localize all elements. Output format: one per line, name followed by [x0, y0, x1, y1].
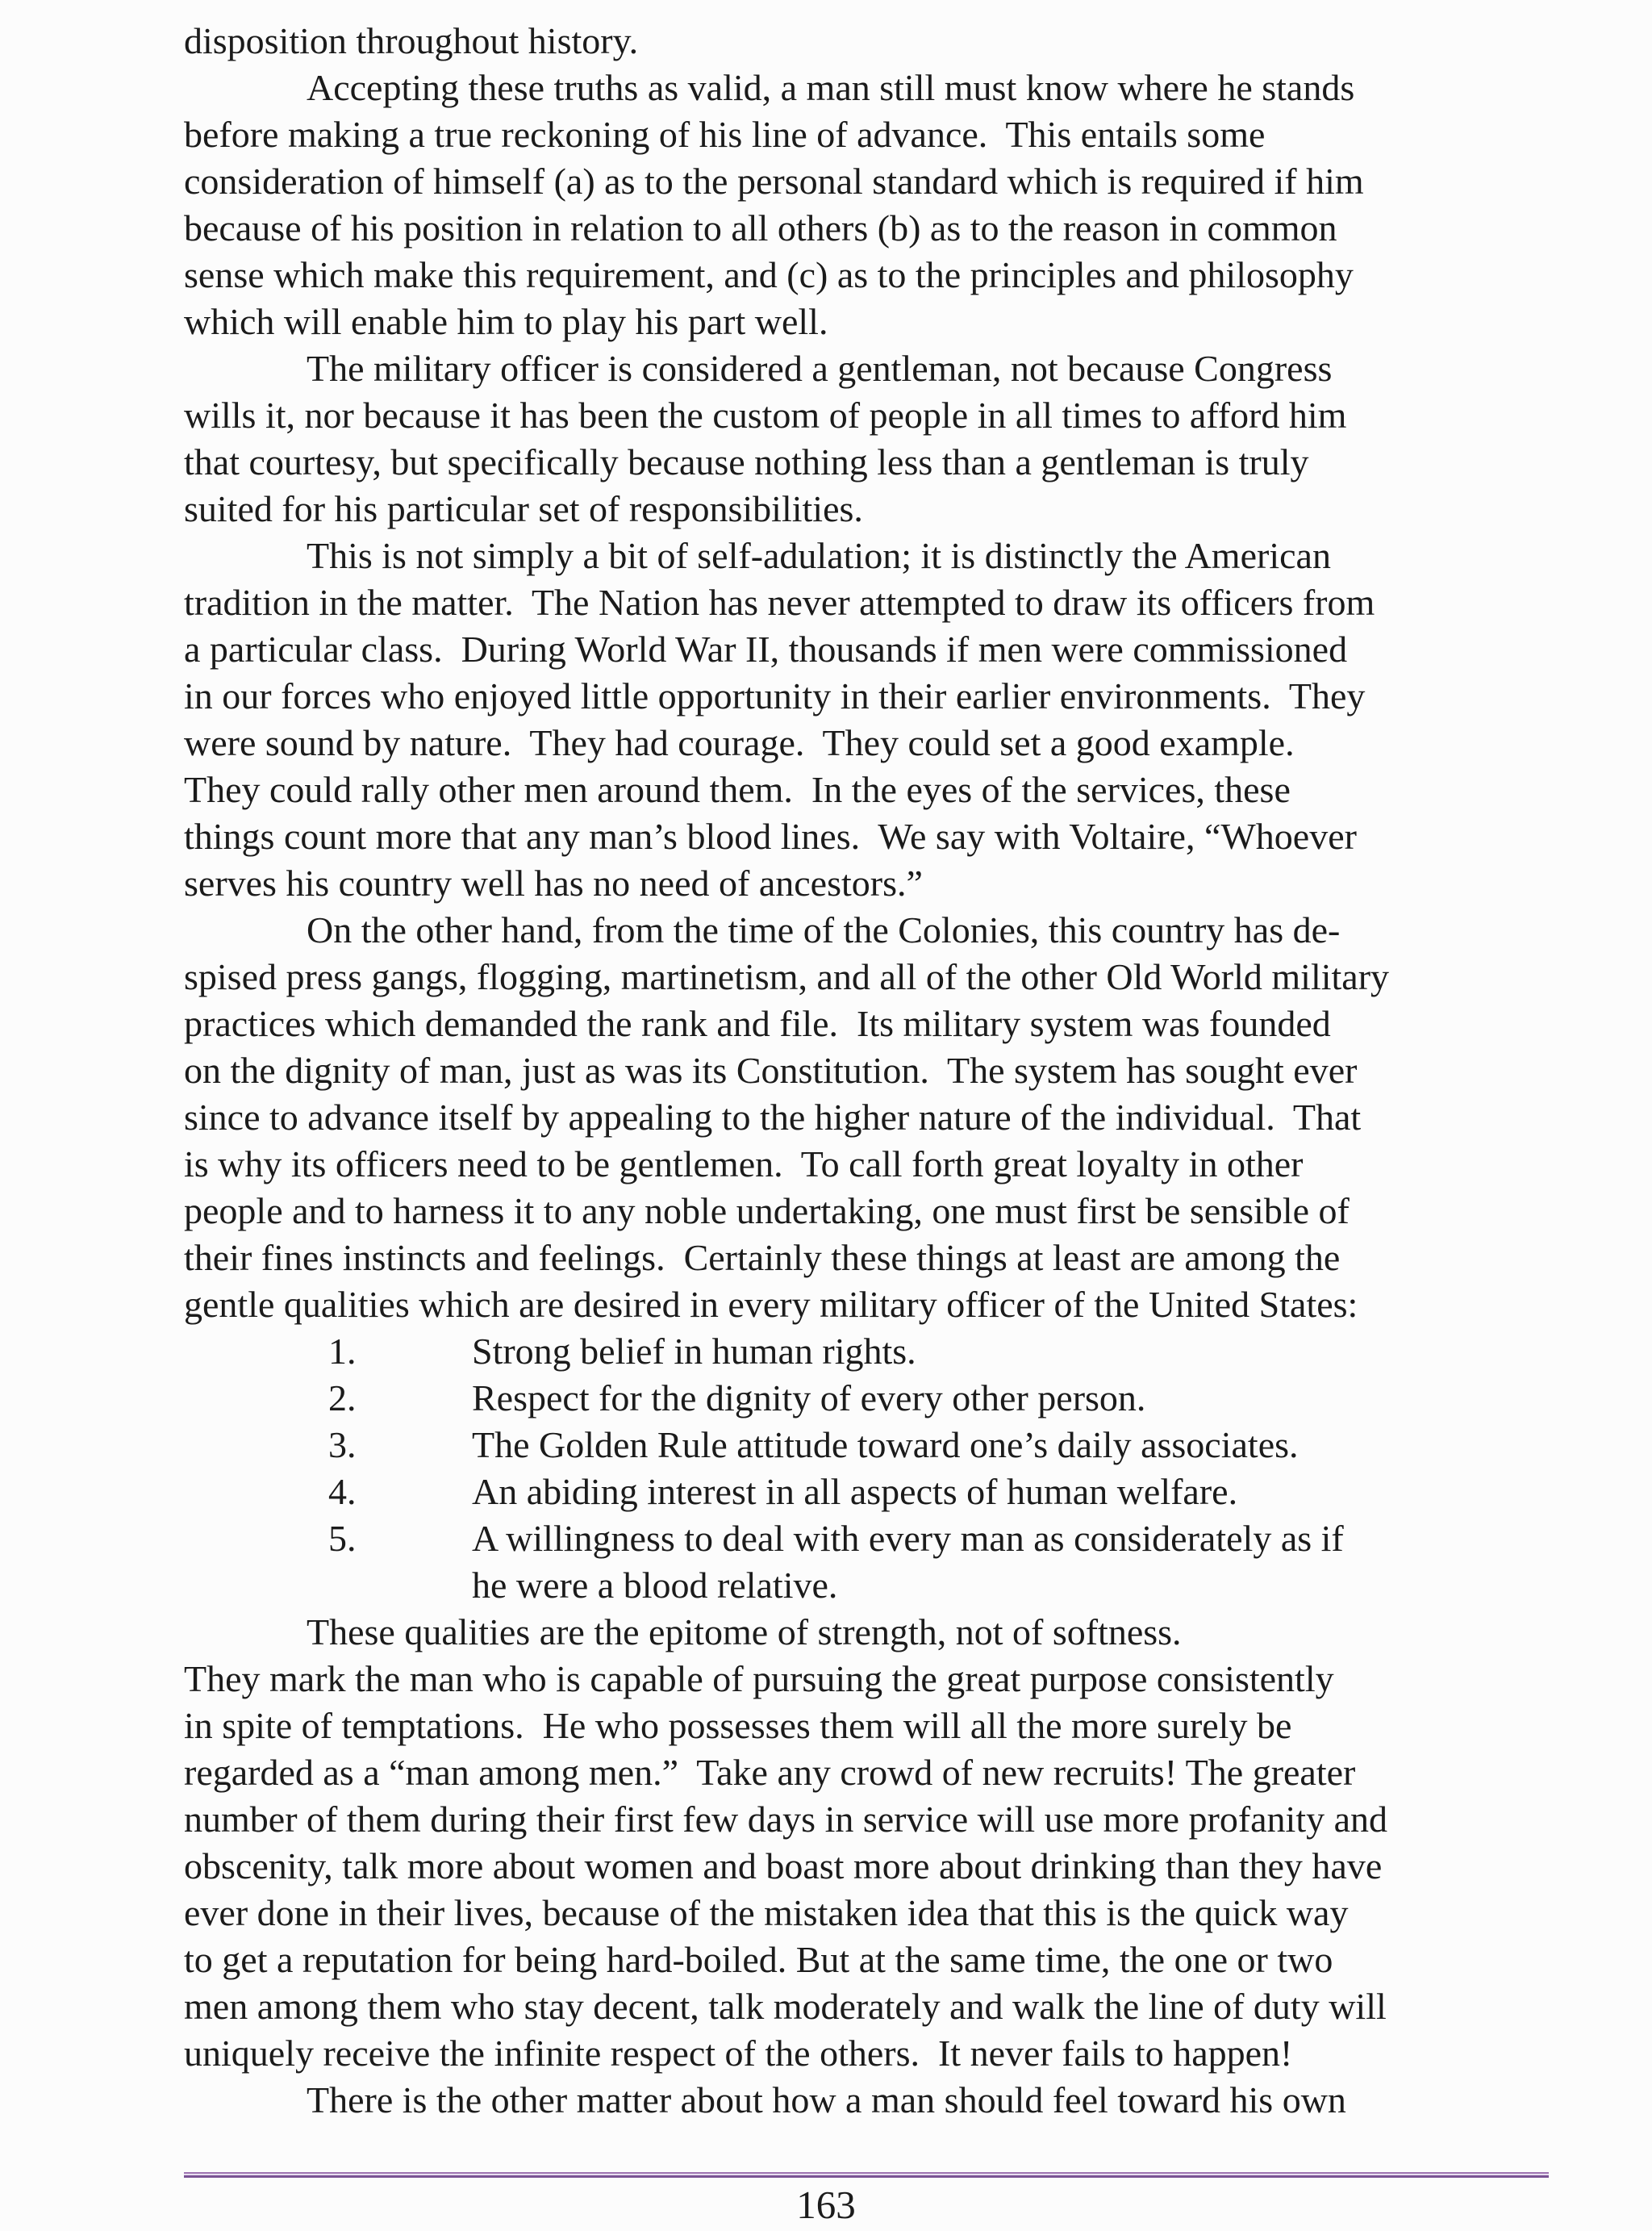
text-line: spised press gangs, flogging, martinetism, and all of the other Old World military	[184, 956, 1390, 997]
list-item-number: 4.	[328, 1471, 357, 1512]
text-line: On the other hand, from the time of the Colonies, this country has de-	[307, 909, 1341, 950]
list-item-text: Strong belief in human rights.	[472, 1331, 916, 1372]
list-item-text: A willingness to deal with every man as considerately as if	[472, 1518, 1344, 1559]
text-line: consideration of himself (a) as to the personal standard which is required if him	[184, 161, 1364, 202]
text-line: sense which make this requirement, and (c) as to the principles and philosophy	[184, 254, 1354, 295]
text-line: people and to harness it to any noble undertaking, one must first be sensible of	[184, 1190, 1350, 1231]
text-line: that courtesy, but specifically because nothing less than a gentleman is truly	[184, 441, 1309, 483]
text-line: to get a reputation for being hard-boiled. But at the same time, the one or two	[184, 1939, 1333, 1980]
text-line: were sound by nature. They had courage. They could set a good example.	[184, 722, 1295, 763]
list-item	[184, 1422, 1555, 1469]
list-item-number: 5.	[328, 1518, 357, 1559]
text-line: serves his country well has no need of ancestors.”	[184, 863, 923, 904]
page-number: 163	[796, 2183, 856, 2227]
text-line: obscenity, talk more about women and boast more about drinking than they have	[184, 1845, 1383, 1886]
text-line: since to advance itself by appealing to the higher nature of the individual. That	[184, 1097, 1362, 1138]
list-item-continuation: he were a blood relative.	[472, 1565, 838, 1606]
list-item-text: Respect for the dignity of every other person.	[472, 1377, 1146, 1418]
text-line: uniquely receive the infinite respect of the others. It never fails to happen!	[184, 2033, 1293, 2074]
list-item-text: An abiding interest in all aspects of human welfare.	[472, 1471, 1238, 1512]
text-line: The military officer is considered a gentleman, not because Congress	[307, 348, 1333, 389]
text-line: because of his position in relation to all others (b) as to the reason in common	[184, 207, 1337, 249]
text-line: men among them who stay decent, talk moderately and walk the line of duty will	[184, 1986, 1387, 2027]
text-line: These qualities are the epitome of strength, not of softness.	[307, 1611, 1182, 1652]
list-item	[184, 1375, 1555, 1422]
text-line: suited for his particular set of responsibilities.	[184, 488, 863, 529]
text-line: their fines instincts and feelings. Certainly these things at least are among the	[184, 1237, 1341, 1278]
page-text	[184, 18, 1555, 2124]
text-line: things count more that any man’s blood lines. We say with Voltaire, “Whoever	[184, 816, 1357, 857]
list-item-text: The Golden Rule attitude toward one’s daily associates.	[472, 1424, 1299, 1465]
list-item-number: 3.	[328, 1424, 357, 1465]
list-item	[184, 1515, 1555, 1562]
text-line: They could rally other men around them. In the eyes of the services, these	[184, 769, 1291, 810]
text-line: is why its officers need to be gentlemen. To call forth great loyalty in other	[184, 1143, 1304, 1184]
text-line: in our forces who enjoyed little opportunity in their earlier environments. They	[184, 675, 1366, 717]
text-line: regarded as a “man among men.” Take any crowd of new recruits! The greater	[184, 1752, 1356, 1793]
list-item	[184, 1328, 1555, 1375]
text-line: wills it, nor because it has been the custom of people in all times to afford him	[184, 395, 1347, 436]
list-item-number: 1.	[328, 1331, 357, 1372]
text-line: disposition throughout history.	[184, 20, 639, 61]
text-line: They mark the man who is capable of pursuing the great purpose consistently	[184, 1658, 1334, 1699]
text-line: tradition in the matter. The Nation has never attempted to draw its officers from	[184, 582, 1375, 623]
text-line: before making a true reckoning of his line of advance. This entails some	[184, 114, 1266, 155]
text-line: number of them during their first few days in service will use more profanity and	[184, 1799, 1388, 1840]
footer-rule	[184, 2172, 1549, 2178]
text-line: Accepting these truths as valid, a man still must know where he stands	[307, 67, 1355, 108]
list-item-number: 2.	[328, 1377, 357, 1418]
text-line: This is not simply a bit of self-adulation; it is distinctly the American	[307, 535, 1331, 576]
list-item	[184, 1469, 1555, 1515]
text-line: in spite of temptations. He who possesses them will all the more surely be	[184, 1705, 1292, 1746]
text-line: practices which demanded the rank and file. Its military system was founded	[184, 1003, 1331, 1044]
text-line: There is the other matter about how a man should feel toward his own	[307, 2079, 1346, 2120]
text-line: gentle qualities which are desired in every military officer of the United States:	[184, 1284, 1358, 1325]
text-line: a particular class. During World War II, thousands if men were commissioned	[184, 629, 1348, 670]
text-line: which will enable him to play his part well.	[184, 301, 828, 342]
text-line: on the dignity of man, just as was its Constitution. The system has sought ever	[184, 1050, 1358, 1091]
text-line: ever done in their lives, because of the mistaken idea that this is the quick way	[184, 1892, 1349, 1933]
